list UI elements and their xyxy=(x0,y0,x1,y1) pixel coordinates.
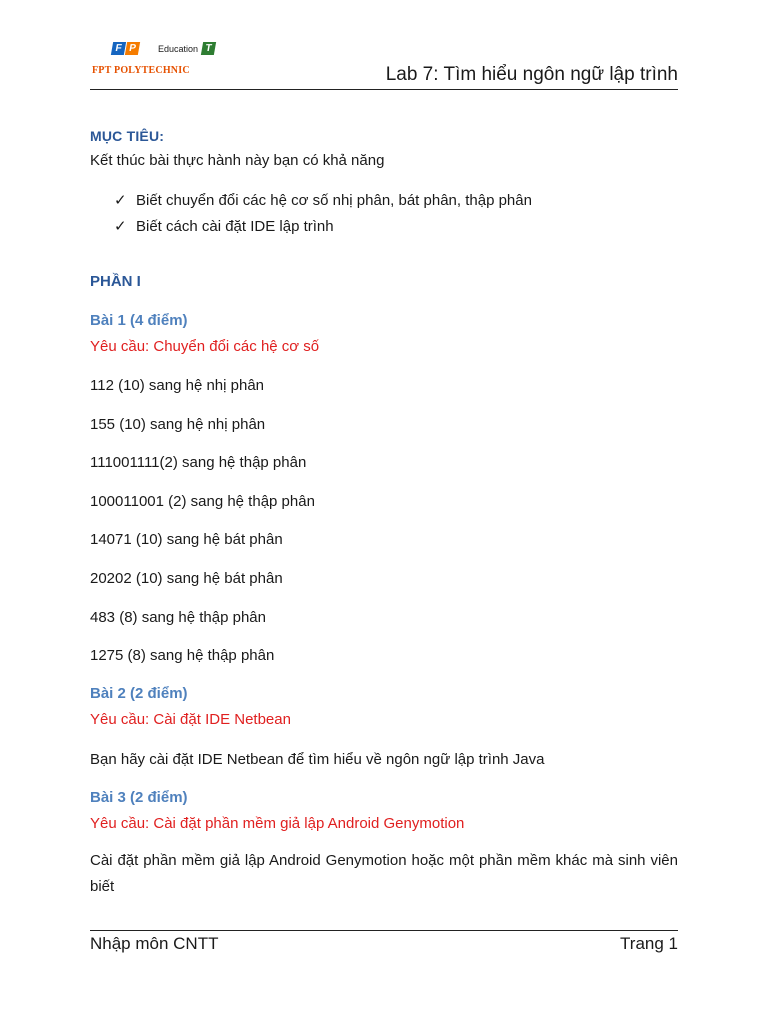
objective-intro: Kết thúc bài thực hành này bạn có khả năng xyxy=(90,152,385,169)
header-divider xyxy=(90,89,678,90)
objective-item-text: Biết chuyển đổi các hệ cơ số nhị phân, bát phân, thập phân xyxy=(136,192,532,209)
checkmark-icon: ✓ xyxy=(114,192,127,209)
exercise-1-task: 483 (8) sang hệ thập phân xyxy=(90,609,266,626)
logo-letter-p: P xyxy=(125,42,140,55)
checkmark-icon: ✓ xyxy=(114,218,127,235)
header-title: Lab 7: Tìm hiểu ngôn ngữ lập trình xyxy=(385,64,678,85)
footer-divider xyxy=(90,930,678,931)
exercise-1-task: 100011001 (2) sang hệ thập phân xyxy=(90,493,315,510)
objective-item-text: Biết cách cài đặt IDE lập trình xyxy=(136,218,334,235)
logo-letter-t: T xyxy=(201,42,216,55)
objective-item xyxy=(114,191,532,209)
logo-education-text: Education xyxy=(158,44,199,54)
footer-course-name: Nhập môn CNTT xyxy=(90,934,219,953)
exercise-1-task: 14071 (10) sang hệ bát phân xyxy=(90,531,283,548)
fpt-polytechnic-logo xyxy=(92,38,213,78)
logo-letter-f: F xyxy=(111,42,126,55)
exercise-1-task: 1275 (8) sang hệ thập phân xyxy=(90,647,275,664)
logo-org-name: FPT POLYTECHNIC xyxy=(92,65,190,76)
footer-page-number: Trang 1 xyxy=(620,934,678,953)
exercise-2-requirement: Yêu cầu: Cài đặt IDE Netbean xyxy=(90,711,291,728)
exercise-1-requirement: Yêu cầu: Chuyển đổi các hệ cơ số xyxy=(90,338,320,355)
objective-item xyxy=(114,217,334,235)
exercise-1-title: Bài 1 (4 điểm) xyxy=(90,312,188,329)
exercise-1-task: 20202 (10) sang hệ bát phân xyxy=(90,570,283,587)
exercise-2-text: Bạn hãy cài đặt IDE Netbean để tìm hiểu về ngôn ngữ lập trình Java xyxy=(90,751,545,768)
exercise-1-task: 111001111(2) sang hệ thập phân xyxy=(90,454,307,471)
exercise-1-task: 112 (10) sang hệ nhị phân xyxy=(90,377,265,394)
exercise-2-title: Bài 2 (2 điểm) xyxy=(90,685,188,702)
exercise-1-task: 155 (10) sang hệ nhị phân xyxy=(90,416,266,433)
exercise-3-requirement: Yêu cầu: Cài đặt phần mềm giả lập Android Genymotion xyxy=(90,815,465,832)
objective-heading: MỤC TIÊU: xyxy=(90,128,165,144)
exercise-3-title: Bài 3 (2 điểm) xyxy=(90,789,188,806)
part-heading: PHẦN I xyxy=(90,273,141,290)
exercise-3-text: Cài đặt phần mềm giả lập Android Genymotion hoặc một phần mềm khác mà sinh viên biết xyxy=(90,852,678,895)
